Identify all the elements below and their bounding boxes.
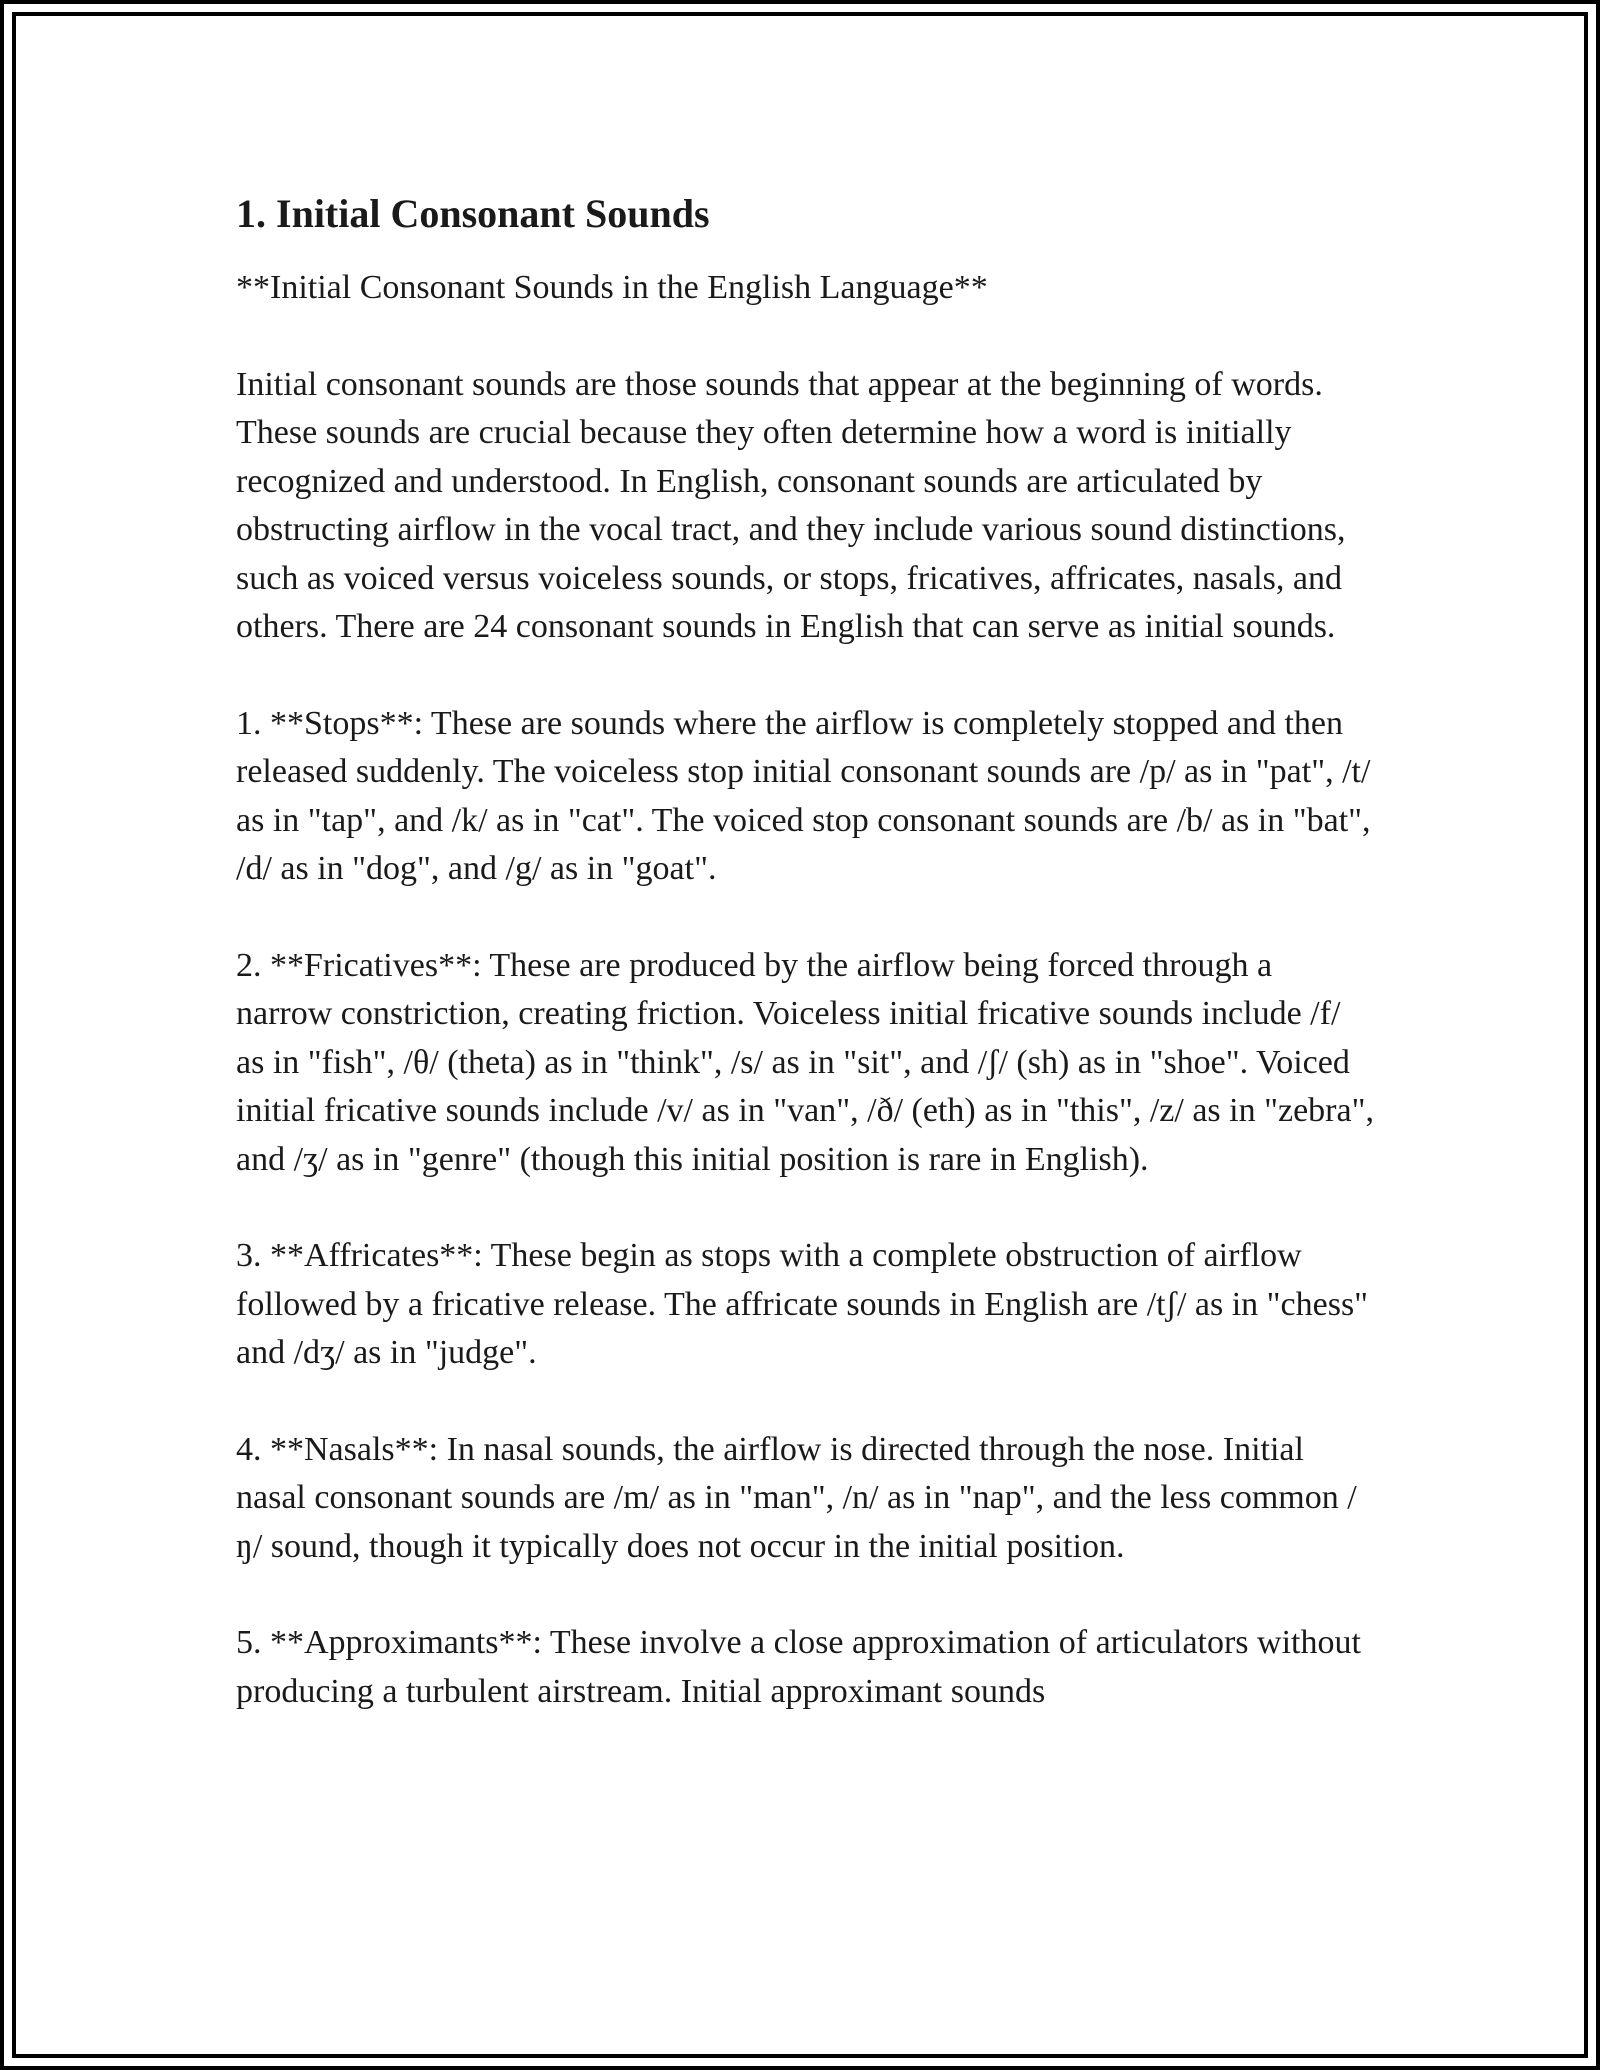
- stops-paragraph: 1. **Stops**: These are sounds where the airflow is completely stopped and then released suddenly. The voiceless stop initial consonant sounds are /p/ as in "pat", /t/ as in "tap", and /k/ as in "cat". The voiced stop consonant sounds are /b/ as in "bat", /d/ as in "dog", and /g/ as in "goat".: [236, 704, 1371, 887]
- nasals-paragraph: 4. **Nasals**: In nasal sounds, the airflow is directed through the nose. Initial nasal consonant sounds are /m/ as in "man", /n/ as in "nap", and the less common /ŋ/ sound, though it typically does not occur in the initial position.: [236, 1430, 1357, 1565]
- affricates-paragraph: 3. **Affricates**: These begin as stops with a complete obstruction of airflow followed by a fricative release. The affricate sounds in English are /tʃ/ as in "chess" and /dʒ/ as in "judge".: [236, 1237, 1369, 1371]
- approximants-paragraph: 5. **Approximants**: These involve a close approximation of articulators without producing a turbulent airstream. Initial approximant sounds: [236, 1624, 1361, 1710]
- section-title: 1. Initial Consonant Sounds: [236, 191, 710, 236]
- section-subtitle: **Initial Consonant Sounds in the English Language**: [236, 269, 988, 306]
- fricatives-paragraph: 2. **Fricatives**: These are produced by the airflow being forced through a narrow constriction, creating friction. Voiceless initial fricative sounds include /f/ as in "fish", /θ/ (theta) as in "think", /s/ as in "sit", and /ʃ/ (sh) as in "shoe". Voiced initial fricative sounds include /v/ as in "van", /ð/ (eth) as in "this", /z/ as in "zebra", and /ʒ/ as in "genre" (though this initial position is rare in English).: [236, 946, 1374, 1178]
- document-body: [236, 186, 1376, 1764]
- intro-paragraph: Initial consonant sounds are those sounds that appear at the beginning of words. These sounds are crucial because they often determine how a word is initially recognized and understood. In English, consonant sounds are articulated by obstructing airflow in the vocal tract, and they include various sound distinctions, such as voiced versus voiceless sounds, or stops, fricatives, affricates, nasals, and others. There are 24 consonant sounds in English that can serve as initial sounds.: [236, 365, 1346, 645]
